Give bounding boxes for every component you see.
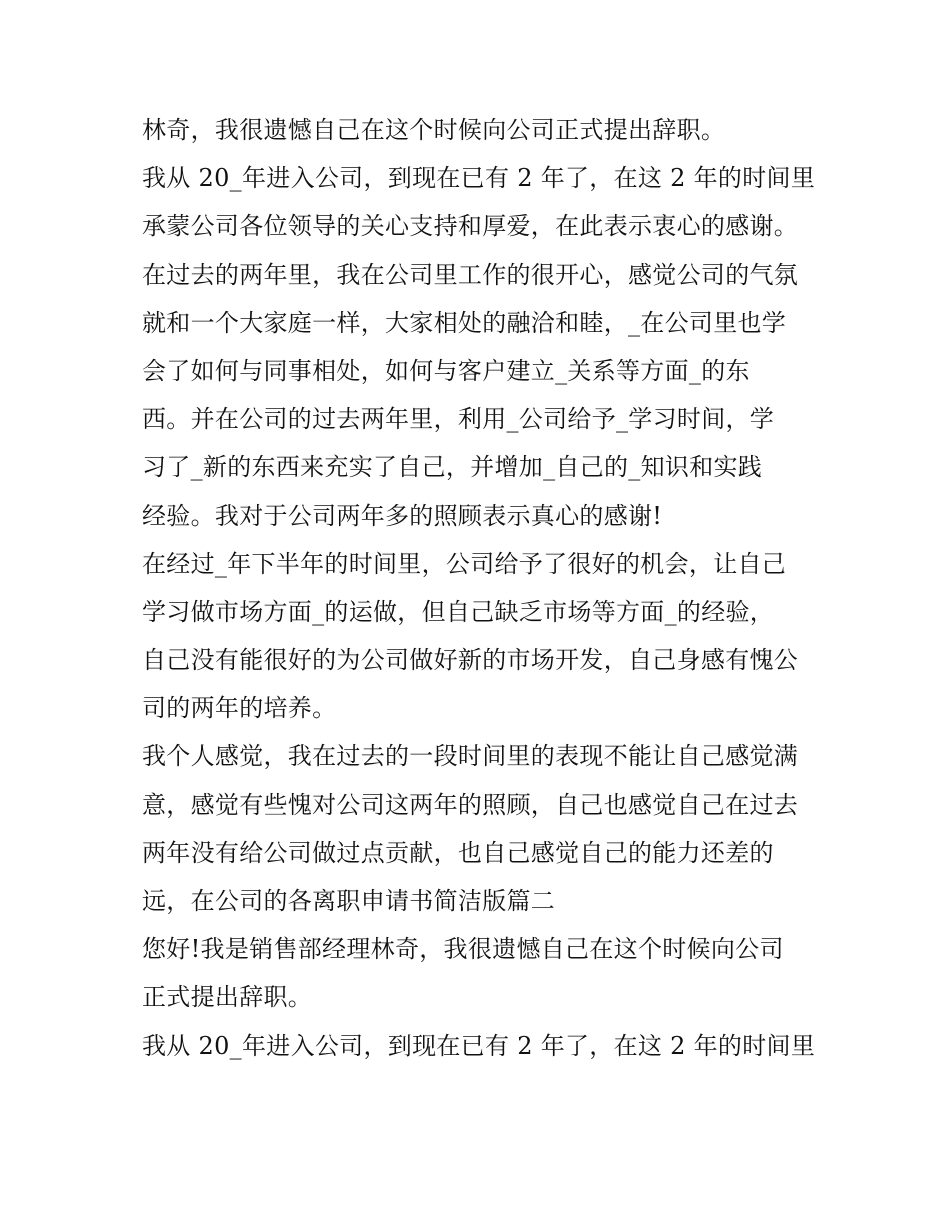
text-line: 意，感觉有些愧对公司这两年的照顾，自己也感觉自己在过去	[142, 790, 799, 819]
text-line: 我个人感觉，我在过去的一段时间里的表现不能让自己感觉满	[142, 742, 799, 771]
text-line: 远，在公司的各离职申请书简洁版篇二	[142, 887, 556, 915]
text-line: 司的两年的培养。	[142, 694, 337, 723]
document-body	[142, 106, 822, 1070]
text-line: 两年没有给公司做过点贡献，也自己感觉自己的能力还差的	[142, 838, 774, 867]
text-line: 在经过_年下半年的时间里，公司给予了很好的机会，让自己	[142, 549, 787, 578]
text-line: 我从 20_年进入公司，到现在已有 2 年了，在这 2 年的时间里	[142, 164, 816, 193]
text-line: 我从 20_年进入公司，到现在已有 2 年了，在这 2 年的时间里	[142, 1031, 816, 1060]
text-line: 在过去的两年里，我在公司里工作的很开心，感觉公司的气氛	[142, 260, 799, 289]
text-line: 学习做市场方面_的运做，但自己缺乏市场等方面_的经验，	[142, 597, 775, 626]
text-line: 正式提出辞职。	[142, 983, 313, 1012]
text-line: 您好!我是销售部经理林奇，我很遗憾自己在这个时候向公司	[142, 935, 784, 964]
text-line: 就和一个大家庭一样，大家相处的融洽和睦，_在公司里也学	[142, 308, 787, 337]
text-line: 经验。我对于公司两年多的照顾表示真心的感谢!	[142, 501, 663, 530]
text-line: 习了_新的东西来充实了自己，并增加_自己的_知识和实践	[142, 453, 763, 482]
text-line: 西。并在公司的过去两年里，利用_公司给予_学习时间，学	[142, 405, 775, 434]
text-line: 承蒙公司各位领导的关心支持和厚爱，在此表示衷心的感谢。	[142, 212, 799, 241]
text-line: 会了如何与同事相处，如何与客户建立_关系等方面_的东	[142, 356, 750, 385]
text-line: 林奇，我很遗憾自己在这个时候向公司正式提出辞职。	[142, 116, 726, 144]
text-line: 自己没有能很好的为公司做好新的市场开发，自己身感有愧公	[142, 646, 799, 675]
